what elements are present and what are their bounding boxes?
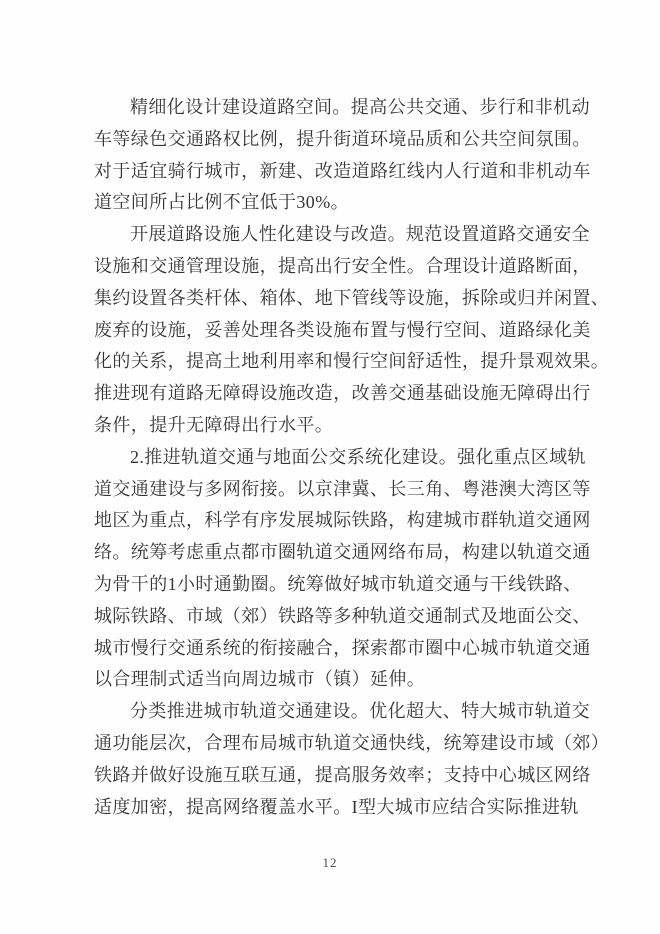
text-line: 适度加密，提高网络覆盖水平。I型大城市应结合实际推进轨 — [94, 796, 579, 817]
text-line: 对于适宜骑行城市，新建、改造道路红线内人行道和非机动车 — [94, 160, 591, 181]
text-line: 地区为重点，科学有序发展城际铁路，构建城市群轨道交通网 — [94, 510, 591, 531]
document-body — [94, 92, 610, 823]
paragraph — [94, 696, 610, 823]
paragraph — [94, 442, 591, 696]
text-line: 分类推进城市轨道交通建设。优化超大、特大城市轨道交 — [130, 701, 590, 722]
text-line: 城际铁路、市域（郊）铁路等多种轨道交通制式及地面公交、 — [94, 605, 591, 626]
text-line: 推进现有道路无障碍设施改造，改善交通基础设施无障碍出行 — [94, 383, 591, 404]
text-line: 为骨干的1小时通勤圈。统筹做好城市轨道交通与干线铁路、 — [94, 573, 582, 594]
text-line: 设施和交通管理设施，提高出行安全性。合理设计道路断面， — [94, 255, 591, 276]
text-line: 道交通建设与多网衔接。以京津冀、长三角、粤港澳大湾区等 — [94, 478, 591, 499]
text-line: 道空间所占比例不宜低于30%。 — [94, 192, 349, 213]
text-line: 开展道路设施人性化建设与改造。规范设置道路交通安全 — [130, 224, 590, 245]
paragraph — [94, 219, 610, 442]
text-line: 车等绿色交通路权比例，提升街道环境品质和公共空间氛围。 — [94, 128, 591, 149]
text-line: 精细化设计建设道路空间。提高公共交通、步行和非机动 — [130, 97, 590, 117]
page-number: 12 — [322, 855, 338, 870]
paragraph — [94, 92, 591, 219]
text-line: 铁路并做好设施互联互通，提高服务效率；支持中心城区网络 — [94, 764, 591, 785]
text-line: 集约设置各类杆体、箱体、地下管线等设施，拆除或归并闲置、 — [94, 287, 610, 308]
text-line: 2.推进轨道交通与地面公交系统化建设。强化重点区域轨 — [130, 446, 586, 467]
text-line: 通功能层次，合理布局城市轨道交通快线，统筹建设市域（郊） — [94, 732, 610, 753]
text-line: 络。统筹考虑重点都市圈轨道交通网络布局，构建以轨道交通 — [94, 542, 591, 563]
text-line: 城市慢行交通系统的衔接融合，探索都市圈中心城市轨道交通 — [94, 637, 591, 658]
text-line: 条件，提升无障碍出行水平。 — [94, 414, 334, 435]
text-line: 废弃的设施，妥善处理各类设施布置与慢行空间、道路绿化美 — [94, 319, 591, 340]
text-line: 以合理制式适当向周边城市（镇）延伸。 — [94, 669, 426, 690]
text-line: 化的关系，提高土地利用率和慢行空间舒适性，提升景观效果。 — [94, 351, 610, 372]
